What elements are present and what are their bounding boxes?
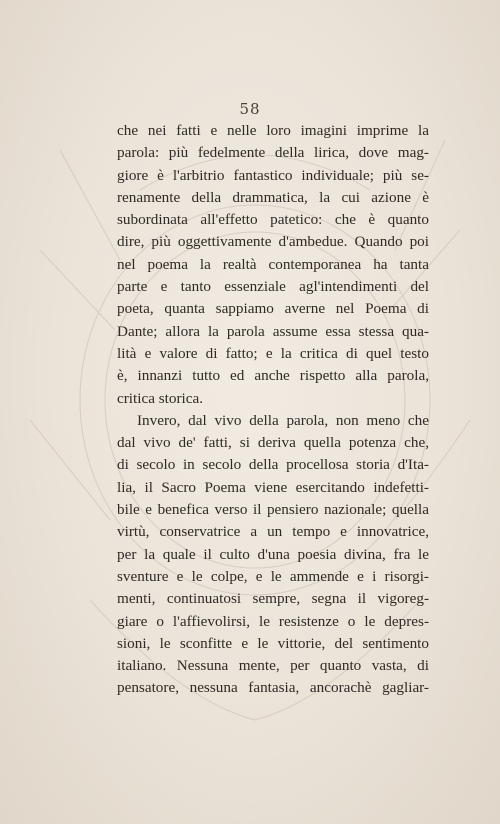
text-line: menti, continuatosi sempre, segna il vigoreg- bbox=[117, 590, 429, 608]
text-line: Dante; allora la parola assume essa stessa qua- bbox=[117, 322, 429, 340]
text-line: subordinata all'effetto patetico: che è quanto bbox=[117, 211, 429, 229]
text-line: lia, il Sacro Poema viene esercitando indefetti- bbox=[117, 478, 429, 496]
text-line: italiano. Nessuna mente, per quanto vasta, di bbox=[117, 657, 429, 675]
text-line: dal vivo de' fatti, si deriva quella potenza che, bbox=[117, 434, 429, 452]
text-line: parte e tanto essenziale agl'intendimenti del bbox=[117, 278, 429, 296]
text-line: critica storica. bbox=[117, 389, 204, 407]
text-line: bile e benefica verso il pensiero nazionale; quella bbox=[117, 501, 429, 519]
page-number: 58 bbox=[239, 100, 261, 118]
text-line: di secolo in secolo della procellosa storia d'Ita- bbox=[117, 456, 429, 474]
text-line: parola: più fedelmente della lirica, dove mag- bbox=[117, 144, 429, 162]
text-line: renamente della drammatica, la cui azione è bbox=[117, 188, 429, 206]
text-line: pensatore, nessuna fantasia, ancorachè gagliar- bbox=[117, 679, 429, 697]
text-line: Invero, dal vivo della parola, non meno che bbox=[137, 411, 429, 429]
text-line: è, innanzi tutto ed anche rispetto alla parola, bbox=[117, 367, 429, 385]
body-text bbox=[117, 120, 429, 700]
text-line: dire, più oggettivamente d'ambedue. Quando poi bbox=[117, 233, 429, 251]
text-line: giare o l'affievolirsi, le resistenze o le depres- bbox=[117, 612, 429, 630]
text-line: virtù, conservatrice a un tempo e innovatrice, bbox=[117, 523, 429, 541]
text-line: giore è l'arbitrio fantastico individuale; più se- bbox=[117, 166, 429, 184]
text-line: poeta, quanta sappiamo averne nel Poema di bbox=[117, 300, 429, 318]
text-line: sventure e le colpe, e le ammende e i risorgi- bbox=[117, 567, 429, 585]
text-line: che nei fatti e nelle loro imagini imprime la bbox=[117, 122, 429, 139]
text-line: per la quale il culto d'una poesia divina, fra le bbox=[117, 545, 429, 563]
text-line: nel poema la realtà contemporanea ha tanta bbox=[117, 255, 429, 273]
text-line: lità e valore di fatto; e la critica di quel testo bbox=[117, 344, 429, 362]
text-line: sioni, le sconfitte e le vittorie, del sentimento bbox=[117, 634, 429, 652]
